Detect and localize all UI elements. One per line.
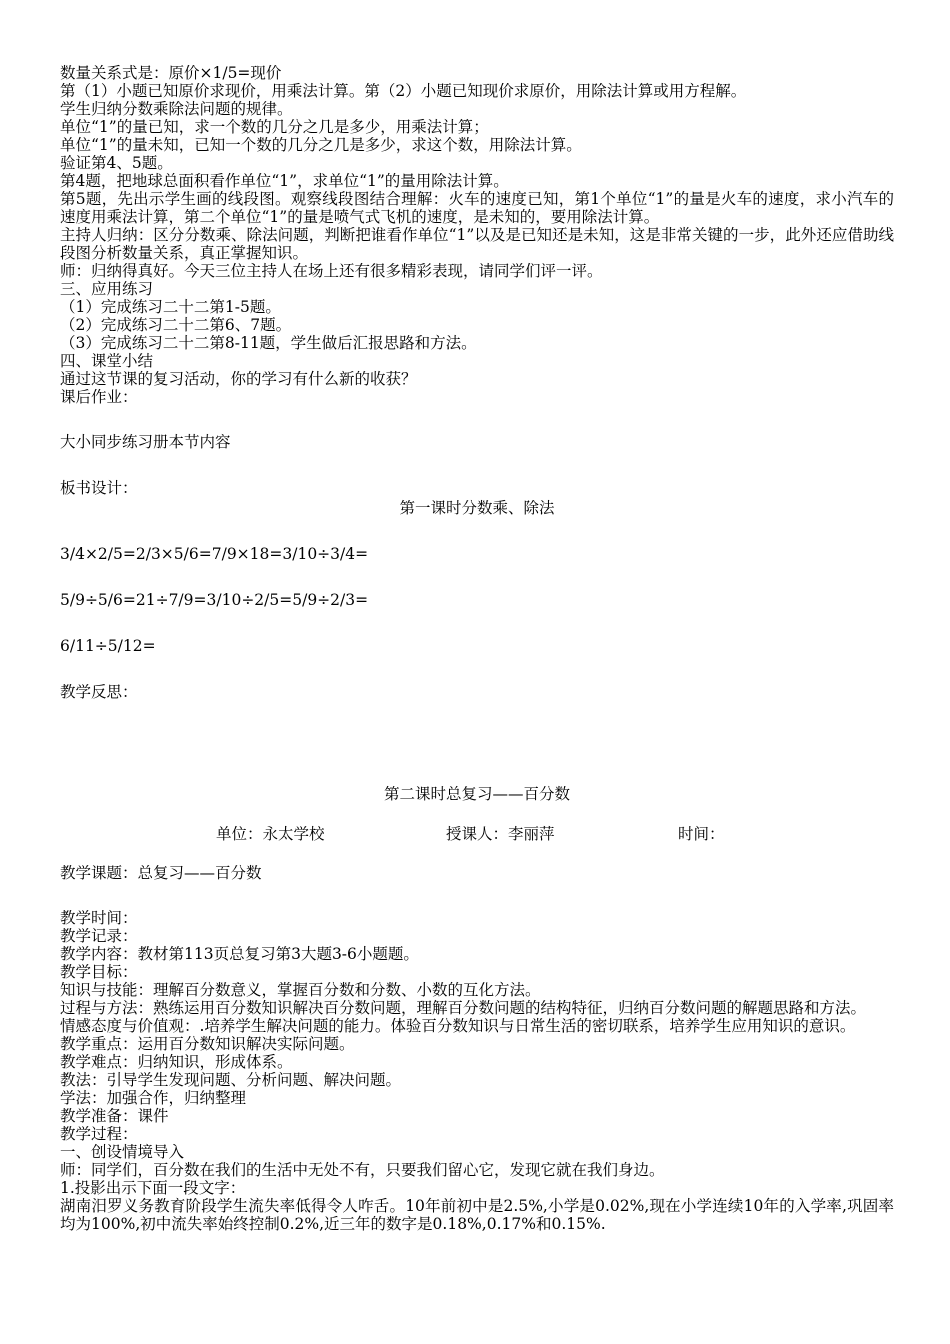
- review-section: [60, 64, 894, 406]
- paragraph: 单位“1”的量已知，求一个数的几分之几是多少，用乘法计算；: [60, 118, 489, 136]
- paragraph: 教学过程：: [60, 1125, 138, 1143]
- paragraph: 主持人归纳：区分分数乘、除法问题，判断把谁看作单位“1”以及是已知还是未知，这是非常关键的一步，此外还应借助线段图分析数量关系，真正掌握知识。: [60, 226, 894, 262]
- paragraph: 教学目标：: [60, 963, 138, 981]
- paragraph: 1.投影出示下面一段文字：: [60, 1179, 246, 1197]
- paragraph: 数量关系式是：原价×1/5=现价: [60, 64, 282, 82]
- lesson-topic: 教学课题：总复习——百分数: [60, 864, 262, 882]
- paragraph: 教法：引导学生发现问题、分析问题、解决问题。: [60, 1071, 402, 1089]
- paragraph: （3）完成练习二十二第8-11题，学生做后汇报思路和方法。: [60, 334, 477, 352]
- paragraph: 验证第4、5题。: [60, 154, 173, 172]
- paragraph: 情感态度与价值观：.培养学生解决问题的能力。体验百分数知识与日常生活的密切联系，培养学生应用知识的意识。: [60, 1017, 856, 1035]
- lesson-plan-section: [60, 909, 894, 1233]
- unit-label: 单位：永太学校: [216, 825, 325, 843]
- teacher-label: 授课人：李丽萍: [446, 825, 555, 843]
- paragraph: （2）完成练习二十二第6、7题。: [60, 316, 292, 334]
- paragraph: 教学难点：归纳知识，形成体系。: [60, 1053, 293, 1071]
- paragraph: 通过这节课的复习活动，你的学习有什么新的收获？: [60, 370, 417, 388]
- paragraph: 第5题，先出示学生画的线段图。观察线段图结合理解：火车的速度已知，第1个单位“1”的量是火车的速度，求小汽车的速度用乘法计算，第二个单位“1”的量是喷气式飞机的速度，是未知的，要用除法计算。: [60, 190, 894, 226]
- time-label: 时间：: [678, 825, 725, 843]
- lesson-meta: [60, 824, 894, 844]
- board-title: 第一课时分数乘、除法: [399, 499, 555, 517]
- board-design-label: 板书设计：: [60, 479, 138, 497]
- paragraph: 教学内容：教材第113页总复习第3大题3-6小题题。: [60, 945, 419, 963]
- section-heading: 四、课堂小结: [60, 352, 154, 370]
- formula-line: 5/9÷5/6=21÷7/9=3/10÷2/5=5/9÷2/3=: [60, 591, 369, 609]
- homework-label: 课后作业：: [60, 388, 138, 406]
- paragraph: （1）完成练习二十二第1-5题。: [60, 298, 281, 316]
- paragraph: 知识与技能：理解百分数意义，掌握百分数和分数、小数的互化方法。: [60, 981, 541, 999]
- paragraph: 湖南汨罗义务教育阶段学生流失率低得令人咋舌。10年前初中是2.5%,小学是0.02%,现在小学连续10年的入学率,巩固率均为100%,初中流失率始终控制0.2%,近三年的数字是0.18%,0.17%和0.15%.: [60, 1197, 894, 1233]
- paragraph: 学生归纳分数乘除法问题的规律。: [60, 100, 293, 118]
- section-heading: 三、应用练习: [60, 280, 154, 298]
- paragraph: 教学记录：: [60, 927, 138, 945]
- paragraph: 教学重点：运用百分数知识解决实际问题。: [60, 1035, 355, 1053]
- paragraph: 教学时间：: [60, 909, 138, 927]
- formula-line: 6/11÷5/12=: [60, 637, 156, 655]
- formula-line: 3/4×2/5=2/3×5/6=7/9×18=3/10÷3/4=: [60, 545, 369, 563]
- paragraph: 第4题，把地球总面积看作单位“1”，求单位“1”的量用除法计算。: [60, 172, 509, 190]
- paragraph: 教学准备：课件: [60, 1107, 169, 1125]
- paragraph: 过程与方法：熟练运用百分数知识解决百分数问题，理解百分数问题的结构特征，归纳百分数问题的解题思路和方法。: [60, 999, 867, 1017]
- section-heading: 一、创设情境导入: [60, 1143, 185, 1161]
- paragraph: 单位“1”的量未知，已知一个数的几分之几是多少，求这个数，用除法计算。: [60, 136, 582, 154]
- lesson-title: 第二课时总复习——百分数: [383, 785, 570, 803]
- paragraph: 学法：加强合作，归纳整理: [60, 1089, 247, 1107]
- paragraph: 师：同学们，百分数在我们的生活中无处不有，只要我们留心它，发现它就在我们身边。: [60, 1161, 665, 1179]
- paragraph: 师：归纳得真好。今天三位主持人在场上还有很多精彩表现，请同学们评一评。: [60, 262, 603, 280]
- paragraph: 第（1）小题已知原价求现价，用乘法计算。第（2）小题已知现价求原价，用除法计算或用方程解。: [60, 82, 747, 100]
- document-page: [60, 64, 894, 1233]
- reflection-label: 教学反思：: [60, 683, 138, 701]
- homework-text: 大小同步练习册本节内容: [60, 433, 231, 451]
